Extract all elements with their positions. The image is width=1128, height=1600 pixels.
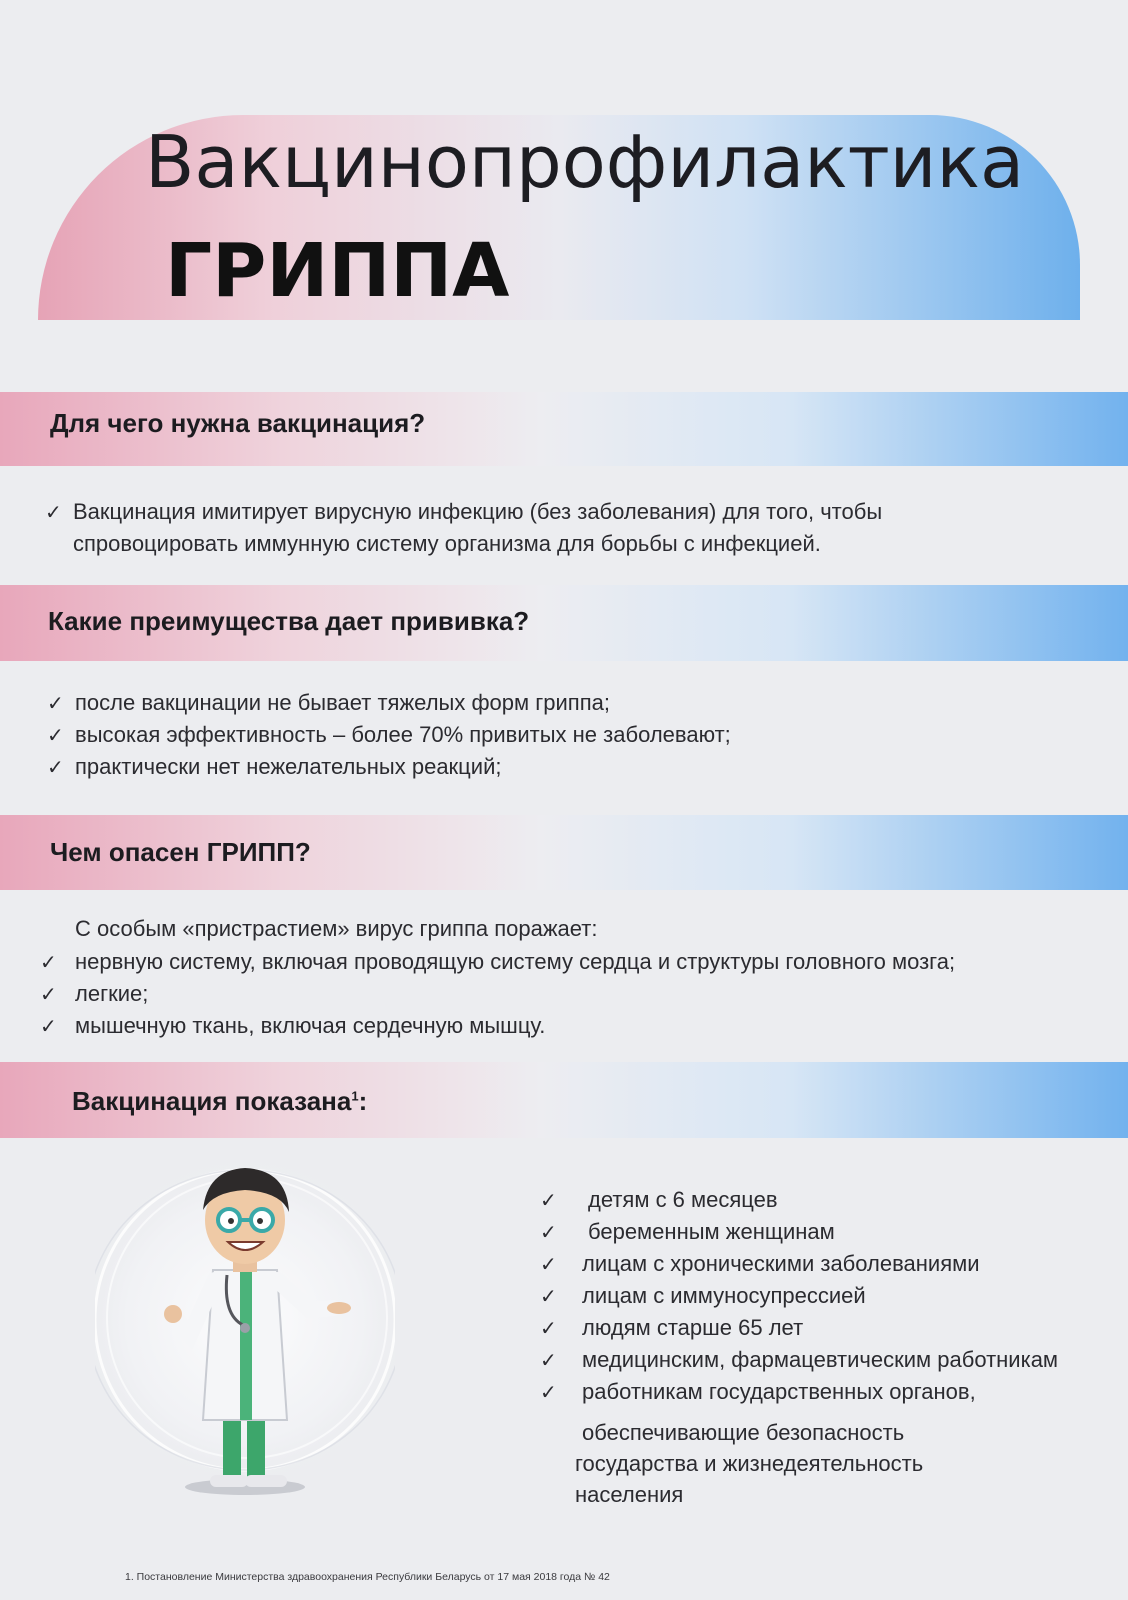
check-icon: ✓ — [540, 1220, 557, 1244]
section-header-band — [0, 392, 1128, 466]
section-header-band — [0, 1062, 1128, 1138]
check-icon: ✓ — [540, 1316, 557, 1340]
section-heading-indicated: Вакцинация показана$^1$: — [72, 1086, 368, 1116]
list-item: ✓ медицинским, фармацевтическим работникам — [540, 1344, 1058, 1376]
list-item: ✓ высокая эффективность – более 70% привитых не заболевают; — [47, 719, 731, 751]
check-icon: ✓ — [47, 723, 64, 747]
check-icon: ✓ — [540, 1380, 557, 1404]
why-list — [45, 496, 882, 559]
check-icon: ✓ — [45, 500, 62, 524]
check-icon: ✓ — [540, 1252, 557, 1276]
list-item: ✓ практически нет нежелательных реакций; — [47, 751, 731, 783]
check-icon: ✓ — [540, 1188, 557, 1212]
section-header-band — [0, 815, 1128, 890]
danger-list — [40, 946, 955, 1042]
indicated-continuation-1: обеспечивающие безопасность — [582, 1420, 905, 1445]
benefits-list — [47, 687, 731, 783]
list-item: спровоцировать иммунную систему организма для борьбы с инфекцией. — [73, 531, 821, 556]
indicated-continuation-2: государства и жизнедеятельность — [575, 1451, 924, 1476]
list-item: ✓ нервную систему, включая проводящую систему сердца и структуры головного мозга; — [40, 946, 955, 978]
list-item: ✓ Вакцинация имитирует вирусную инфекцию (без заболевания) для того, чтобы — [45, 496, 882, 528]
list-item: ✓ мышечную ткань, включая сердечную мышцу. — [40, 1010, 955, 1042]
doctor-illustration-icon — [95, 1130, 395, 1510]
list-item: ✓ легкие; — [40, 978, 955, 1010]
check-icon: ✓ — [40, 950, 57, 974]
section-header-band — [0, 585, 1128, 661]
section-heading-why: Для чего нужна вакцинация? — [50, 408, 426, 438]
check-icon: ✓ — [540, 1284, 557, 1308]
section-heading-benefits: Какие преимущества дает прививка? — [48, 606, 530, 636]
list-item: ✓ людям старше 65 лет — [540, 1312, 1058, 1344]
list-item: ✓ лицам с иммуносупрессией — [540, 1280, 1058, 1312]
check-icon: ✓ — [47, 755, 64, 779]
check-icon: ✓ — [40, 982, 57, 1006]
section-heading-danger: Чем опасен ГРИПП? — [50, 837, 311, 867]
danger-intro: С особым «пристрастием» вирус гриппа поражает: — [75, 916, 598, 941]
list-item: ✓ беременным женщинам — [540, 1216, 1058, 1248]
check-icon: ✓ — [540, 1348, 557, 1372]
list-item: ✓ лицам с хроническими заболеваниями — [540, 1248, 1058, 1280]
footnote: 1. Постановление Министерства здравоохранения Республики Беларусь от 17 мая 2018 года № 42 — [125, 1571, 610, 1583]
indicated-continuation-3: населения — [575, 1482, 684, 1507]
indicated-list — [540, 1184, 1058, 1408]
list-item: ✓ детям с 6 месяцев — [540, 1184, 1058, 1216]
list-item: ✓ работникам государственных органов, — [540, 1376, 1058, 1408]
title-main: Вакцинопрофилактика — [145, 120, 1025, 204]
check-icon: ✓ — [40, 1014, 57, 1038]
title-sub: ГРИППА — [165, 228, 510, 314]
list-item: ✓ после вакцинации не бывает тяжелых форм гриппа; — [47, 687, 731, 719]
footnote-marker: 1 — [351, 1088, 359, 1104]
check-icon: ✓ — [47, 691, 64, 715]
